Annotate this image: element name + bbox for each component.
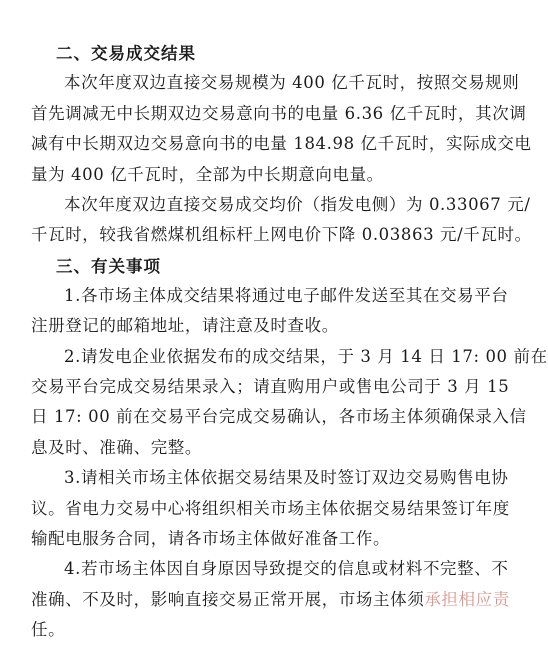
- paragraph-line: 4.若市场主体因自身原因导致提交的信息或材料不完整、不: [64, 559, 509, 579]
- paragraph-line: 议。省电力交易中心将组织相关市场主体依据交易结果签订年度: [31, 498, 510, 518]
- paragraph-line: 1.各市场主体成交结果将通过电子邮件发送至其在交易平台: [64, 286, 509, 305]
- paragraph-line: 本次年度双边直接交易成交均价（指发电侧）为 0.33067 元/: [64, 194, 531, 214]
- paragraph-line: 首先调减无中长期双边交易意向书的电量 6.36 亿千瓦时，其次调: [31, 103, 527, 123]
- paragraph-line: 交易平台完成交易结果录入；请直购用户或售电公司于 3 月 15: [31, 377, 510, 397]
- section-heading-matters: 三、有关事项: [56, 256, 161, 276]
- paragraph-line: 千瓦时，较我省燃煤机组标杆上网电价下降 0.03863 元/千瓦时。: [31, 225, 532, 245]
- paragraph-line: 量为 400 亿千瓦时，全部为中长期意向电量。: [31, 164, 384, 184]
- paragraph-line: 息及时、准确、完整。: [31, 437, 202, 457]
- paragraph-line: 输配电服务合同，请各市场主体做好准备工作。: [31, 528, 391, 548]
- paragraph-line: 本次年度双边直接交易规模为 400 亿千瓦时，按照交易规则: [64, 73, 520, 93]
- paragraph-line: 减有中长期双边交易意向书的电量 184.98 亿千瓦时，实际成交电: [31, 134, 532, 154]
- stamped-text: 承担相应责: [424, 589, 510, 609]
- paragraph-line: 注册登记的邮箱地址，请注意及时查收。: [31, 316, 339, 336]
- paragraph-line: 日 17: 00 前在交易平台完成交易确认，各市场主体须确保录入信: [31, 407, 527, 427]
- paragraph-line: 任。: [31, 620, 66, 639]
- paragraph-text: 准确、不及时，影响直接交易正常开展，市场主体须: [31, 589, 425, 609]
- paragraph-line: 2.请发电企业依据发布的成交结果，于 3 月 14 日 17: 00 前在: [64, 346, 548, 366]
- section-heading-results: 二、交易成交结果: [56, 44, 196, 64]
- paragraph-line: 3.请相关市场主体依据交易结果及时签订双边交易购售电协: [64, 468, 509, 488]
- paragraph-line: [31, 586, 510, 610]
